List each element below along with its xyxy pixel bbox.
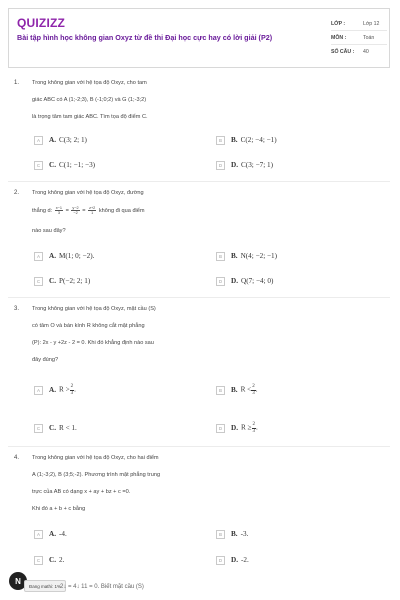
option-text: C(2; −4; −1) (240, 136, 277, 144)
question-text-line: trực của AB có dạng x + ay + bz + c =0. (32, 489, 131, 495)
question-text-line: đây đúng? (32, 357, 59, 363)
meta-row-class (331, 17, 387, 31)
question-number: 3. (14, 306, 20, 312)
question-3 (14, 304, 384, 444)
question-number: 2. (14, 190, 20, 196)
option-text: -2. (241, 556, 249, 564)
cut-off-text: 2↓ = 4↓ 11 = 0. Biết mặt cầu (S) (60, 584, 144, 590)
equals-sign: = (65, 207, 69, 214)
option-box: B (216, 530, 225, 539)
option-letter: A. (49, 530, 56, 538)
option-suffix: . (256, 423, 258, 432)
option-box: A (34, 252, 43, 261)
option-d[interactable] (216, 421, 258, 435)
meta-key: LỚP : (331, 20, 346, 27)
question-text-line: nào sau đây? (32, 228, 66, 234)
option-letter: D. (231, 423, 238, 432)
option-c[interactable] (34, 421, 77, 435)
option-text: R < 1. (59, 424, 77, 432)
question-text-line: Khi đó a + b + c bằng (32, 506, 86, 512)
option-letter: B. (231, 136, 238, 144)
fraction-numerator: 2 (252, 384, 255, 389)
progress-badge: Đang mathi: 1% (24, 580, 66, 592)
document-title: Bài tập hình học không gian Oxyz từ đề thi Đại học cực hay có lời giải (P2) (17, 33, 273, 42)
option-box: C (34, 277, 43, 286)
option-letter: A. (49, 252, 56, 260)
option-b[interactable] (216, 529, 248, 539)
meta-row-subject (331, 31, 387, 45)
option-text: R ≥ (241, 423, 252, 432)
notification-button[interactable]: N (9, 572, 27, 590)
fraction-numerator: x−1 (55, 206, 63, 210)
option-d[interactable] (216, 160, 273, 170)
question-4 (14, 453, 384, 571)
option-letter: C. (49, 161, 56, 169)
option-a[interactable] (34, 383, 76, 397)
question-text-line: Trong không gian với hệ tọa độ Oxyz, mặt cầu (S) (32, 306, 156, 312)
fraction (88, 206, 96, 215)
option-b[interactable] (216, 251, 277, 261)
option-text: -3. (240, 530, 249, 538)
question-number: 1. (14, 80, 20, 86)
option-letter: A. (49, 136, 56, 144)
option-box: A (34, 530, 43, 539)
question-number: 4. (14, 455, 20, 461)
option-text: Q(7; −4; 0) (241, 277, 274, 285)
option-text: M(1; 0; −2). (59, 252, 95, 260)
meta-value: Lớp 12 (363, 20, 380, 27)
option-d[interactable] (216, 276, 273, 286)
question-text-line: có tâm O và bán kính R không cắt mặt phẳng (32, 323, 145, 329)
quizizz-logo: QUIZIZZ (17, 16, 66, 30)
option-box: D (216, 556, 225, 565)
option-suffix: . (74, 385, 76, 394)
question-2 (14, 188, 384, 293)
option-b[interactable] (216, 383, 258, 397)
equation-prefix: thẳng d: (32, 207, 53, 214)
option-box: C (34, 424, 43, 433)
meta-key: MÔN : (331, 34, 347, 41)
fraction-denominator: −2 (73, 211, 78, 215)
option-box: C (34, 556, 43, 565)
option-letter: B. (231, 385, 238, 394)
option-box: D (216, 161, 225, 170)
meta-table (331, 17, 387, 58)
fraction-numerator: 2 (252, 422, 256, 427)
option-c[interactable] (34, 555, 64, 565)
document-header (8, 8, 390, 68)
question-text-line: Trong không gian với hệ tọa độ Oxyz, đường (32, 190, 144, 196)
option-box: A (34, 136, 43, 145)
option-text: C(1; −1; −3) (59, 161, 96, 169)
question-text-line: Trong không gian với hệ tọa độ Oxyz, cho hai điểm (32, 455, 159, 461)
option-letter: C. (49, 277, 56, 285)
option-d[interactable] (216, 555, 249, 565)
fraction-denominator: 1 (91, 211, 94, 215)
option-letter: B. (231, 530, 238, 538)
question-text-line: A (1;-3;2), B (3;5;-2). Phương trình mặt phẳng trung (32, 472, 161, 478)
option-text: -4. (59, 530, 67, 538)
option-letter: C. (49, 556, 56, 564)
question-divider (8, 446, 390, 447)
option-box: B (216, 136, 225, 145)
equals-sign: = (82, 207, 86, 214)
bottom-overlay (0, 572, 400, 600)
question-text-line: Trong không gian với hệ tọa độ Oxyz, cho tam (32, 80, 147, 86)
option-box: A (34, 386, 43, 395)
meta-key: SỐ CÂU : (331, 48, 355, 55)
fraction-numerator: y−2 (72, 206, 79, 210)
fraction (55, 206, 63, 215)
option-text: P(−2; 2; 1) (59, 277, 91, 285)
option-letter: C. (49, 424, 56, 432)
option-box: B (216, 252, 225, 261)
option-a[interactable] (34, 135, 87, 145)
question-1 (14, 78, 384, 178)
option-text: C(3; 2; 1) (59, 136, 87, 144)
fraction (71, 206, 79, 215)
question-divider (8, 297, 390, 298)
option-letter: A. (49, 385, 56, 394)
option-text: R > (59, 385, 70, 394)
option-text: N(4; −2; −1) (240, 252, 278, 260)
option-box: B (216, 386, 225, 395)
fraction-numerator: 2 (70, 384, 74, 389)
option-c[interactable] (34, 276, 90, 286)
line-equation (32, 206, 145, 215)
option-letter: D. (231, 556, 238, 564)
meta-row-count (331, 45, 387, 58)
option-suffix: . (255, 385, 258, 394)
option-b[interactable] (216, 135, 277, 145)
option-letter: D. (231, 277, 238, 285)
meta-value: Toán (363, 34, 375, 41)
option-box: C (34, 161, 43, 170)
question-text-line: là trọng tâm tam giác ABC. Tìm tọa độ điểm C. (32, 114, 148, 120)
fraction-denominator: 3 (252, 390, 255, 396)
option-letter: D. (231, 161, 238, 169)
fraction-numerator: z+2 (89, 206, 96, 210)
question-text-line: (P): 2x - y +2z - 2 = 0. Khi đó khẳng định nào sau (32, 340, 154, 346)
option-c[interactable] (34, 160, 95, 170)
equation-suffix: không đi qua điểm (98, 207, 145, 214)
meta-value: 40 (363, 48, 369, 55)
option-a[interactable] (34, 251, 94, 261)
fraction-denominator: 3 (57, 211, 60, 215)
option-box: D (216, 277, 225, 286)
question-text-line: giác ABC có A (1;-2;3), B (-1;0;2) và G (1;-3;2) (32, 97, 147, 103)
question-divider (8, 181, 390, 182)
option-text: C(3; −7; 1) (241, 161, 274, 169)
option-a[interactable] (34, 529, 67, 539)
fraction-denominator: 3 (252, 428, 256, 434)
option-text: 2. (59, 556, 65, 564)
option-text: R < (240, 385, 252, 394)
fraction-denominator: 3 (70, 390, 74, 396)
option-letter: B. (231, 252, 238, 260)
option-box: D (216, 424, 225, 433)
